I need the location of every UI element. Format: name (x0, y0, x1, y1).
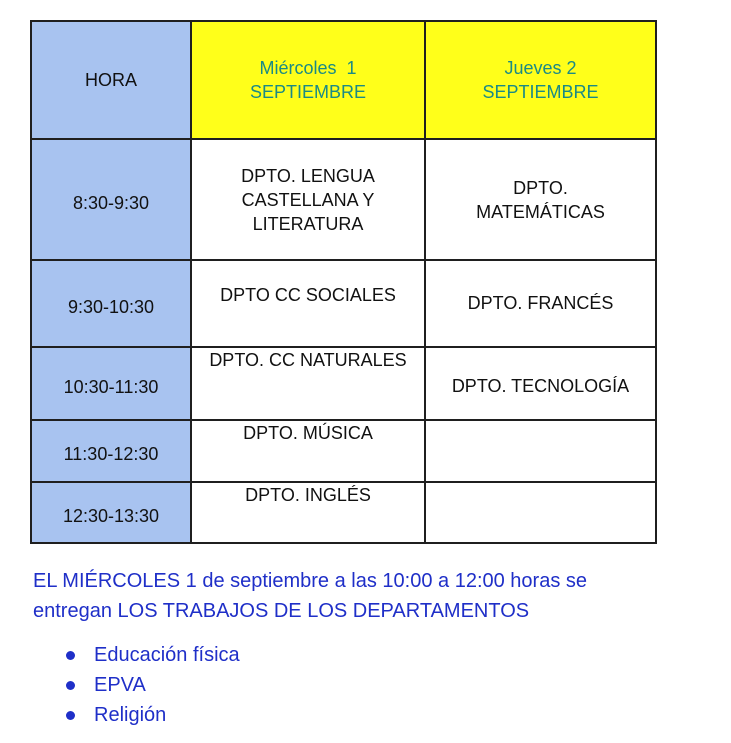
department-label: DPTO. TECNOLOGÍA (451, 375, 630, 396)
department-line: CASTELLANA Y (241, 190, 375, 210)
list-item-label: Educación física (94, 644, 240, 666)
time-cell (31, 420, 191, 482)
schedule-row (31, 347, 656, 420)
department-label (192, 140, 424, 236)
day1-cell (191, 260, 425, 347)
day1-cell (191, 347, 425, 420)
department-line: DPTO. LENGUA (241, 166, 375, 186)
delivery-notice (33, 566, 713, 626)
day1-cell (191, 482, 425, 543)
list-item-label: EPVA (94, 674, 146, 696)
list-item (62, 670, 240, 700)
department-label: DPTO CC SOCIALES (220, 285, 396, 305)
time-cell (31, 482, 191, 543)
day2-cell (425, 347, 656, 420)
time-cell (31, 347, 191, 420)
hora-header (31, 21, 191, 139)
schedule-row (31, 420, 656, 482)
notice-line: entregan LOS TRABAJOS DE LOS DEPARTAMENTOS (33, 600, 530, 622)
list-item (62, 700, 240, 730)
department-label: DPTO. MÚSICA (243, 423, 373, 443)
schedule-table (30, 20, 657, 544)
hora-header-label: HORA (84, 70, 137, 90)
list-item (62, 640, 240, 670)
day2-header-line1: Jueves 2 (504, 58, 577, 78)
subject-list (62, 640, 240, 730)
bullet-icon (66, 681, 75, 690)
header-row (31, 21, 656, 139)
schedule-row (31, 482, 656, 543)
day1-header-line1: Miércoles 1 (259, 58, 357, 78)
schedule-row (31, 139, 656, 260)
list-item-label: Religión (94, 704, 167, 726)
day2-cell-empty (425, 482, 656, 543)
day2-header (425, 21, 656, 139)
department-label: DPTO. FRANCÉS (467, 293, 614, 313)
day2-cell (425, 260, 656, 347)
department-line: DPTO. (513, 178, 568, 198)
day1-cell (191, 420, 425, 482)
notice-line: EL MIÉRCOLES 1 de septiembre a las 10:00 a 12:00 horas se (33, 570, 588, 592)
time-label: 10:30-11:30 (63, 376, 159, 397)
bullet-icon (66, 711, 75, 720)
time-label: 8:30-9:30 (72, 192, 150, 213)
time-label: 9:30-10:30 (67, 296, 155, 317)
day1-header-line2: SEPTIEMBRE (249, 82, 367, 102)
day1-cell (191, 139, 425, 260)
day2-cell (425, 139, 656, 260)
time-label: 12:30-13:30 (62, 505, 160, 526)
time-cell (31, 260, 191, 347)
department-label (426, 140, 655, 224)
department-label: DPTO. CC NATURALES (209, 350, 407, 370)
time-label: 11:30-12:30 (63, 444, 159, 464)
bullet-icon (66, 651, 75, 660)
time-cell (31, 139, 191, 260)
day1-header (191, 21, 425, 139)
department-label: DPTO. INGLÉS (245, 485, 371, 505)
schedule-row (31, 260, 656, 347)
day2-header-line2: SEPTIEMBRE (482, 82, 599, 102)
day2-cell-empty (425, 420, 656, 482)
department-line: MATEMÁTICAS (476, 202, 605, 222)
department-line: LITERATURA (252, 214, 364, 234)
